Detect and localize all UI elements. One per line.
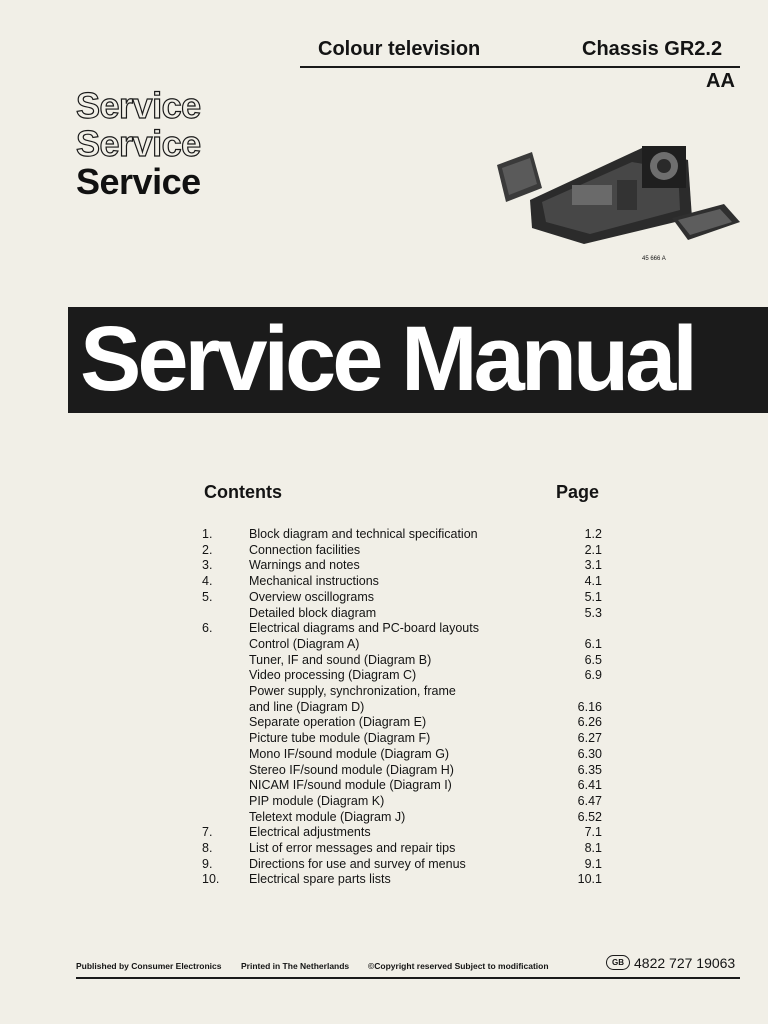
item-page: 6.16 bbox=[577, 699, 602, 714]
item-page: 7.1 bbox=[584, 825, 602, 840]
banner-title: Service Manual bbox=[80, 308, 694, 410]
item-title: and line (Diagram D) bbox=[249, 699, 365, 714]
item-title: Mechanical instructions bbox=[249, 574, 379, 589]
item-title: Overview oscillograms bbox=[249, 589, 375, 604]
list-item bbox=[0, 825, 768, 841]
item-number: 6. bbox=[202, 621, 213, 636]
item-title: Connection facilities bbox=[249, 542, 361, 557]
item-title: Block diagram and technical specification bbox=[249, 527, 478, 541]
publisher-text: Published by Consumer Electronics bbox=[76, 961, 222, 971]
service-logo-outline-1: Service bbox=[76, 85, 201, 126]
chassis-photo-icon bbox=[492, 140, 748, 270]
item-page: 2.1 bbox=[584, 542, 602, 557]
list-item bbox=[0, 543, 768, 559]
item-title: Electrical spare parts lists bbox=[249, 872, 391, 887]
item-page: 6.1 bbox=[584, 636, 602, 651]
list-item bbox=[0, 747, 768, 763]
item-title: Electrical adjustments bbox=[249, 825, 371, 840]
list-item bbox=[0, 731, 768, 747]
list-item bbox=[0, 637, 768, 653]
list-item bbox=[0, 810, 768, 826]
list-item bbox=[0, 763, 768, 779]
item-title: Mono IF/sound module (Diagram G) bbox=[249, 746, 450, 761]
item-page: 6.27 bbox=[577, 731, 602, 746]
item-page: 5.3 bbox=[584, 605, 602, 620]
item-page: 6.52 bbox=[577, 809, 602, 824]
gb-country-icon: GB bbox=[606, 955, 630, 970]
item-page: 6.26 bbox=[577, 715, 602, 730]
item-title: NICAM IF/sound module (Diagram I) bbox=[249, 778, 452, 793]
list-item bbox=[0, 778, 768, 794]
item-title: Tuner, IF and sound (Diagram B) bbox=[249, 652, 432, 667]
item-page: 9.1 bbox=[584, 856, 602, 871]
item-title: PIP module (Diagram K) bbox=[249, 793, 385, 808]
item-title: List of error messages and repair tips bbox=[249, 841, 456, 855]
chassis-variant: AA bbox=[706, 70, 735, 92]
item-page: 6.47 bbox=[577, 793, 602, 808]
list-item bbox=[0, 558, 768, 574]
list-item bbox=[0, 684, 768, 700]
list-item bbox=[0, 841, 768, 857]
item-number: 5. bbox=[202, 589, 213, 604]
item-title: Picture tube module (Diagram F) bbox=[249, 731, 431, 746]
item-title: Stereo IF/sound module (Diagram H) bbox=[249, 762, 454, 777]
product-title: Colour television bbox=[318, 38, 481, 60]
list-item bbox=[0, 590, 768, 606]
printed-text: Printed in The Netherlands bbox=[241, 961, 350, 971]
page-heading: Page bbox=[556, 482, 600, 502]
list-item bbox=[0, 872, 768, 888]
item-number: 2. bbox=[202, 542, 213, 557]
item-number: 4. bbox=[202, 574, 213, 589]
item-title: Electrical diagrams and PC-board layouts bbox=[249, 621, 479, 636]
document-code: 4822 727 19063 bbox=[634, 955, 736, 971]
list-item bbox=[0, 606, 768, 622]
item-number: 3. bbox=[202, 558, 213, 573]
item-number: 1. bbox=[202, 527, 213, 541]
photo-label: 45 666 A bbox=[642, 256, 666, 262]
list-item bbox=[0, 794, 768, 810]
item-page: 5.1 bbox=[584, 589, 602, 604]
header-rule bbox=[300, 66, 740, 68]
item-title: Control (Diagram A) bbox=[249, 636, 360, 651]
item-page: 10.1 bbox=[577, 872, 602, 887]
service-logo-outline-2: Service bbox=[76, 123, 201, 164]
list-item bbox=[0, 700, 768, 716]
copyright-text: ©Copyright reserved Subject to modification bbox=[368, 961, 549, 971]
item-page: 6.5 bbox=[584, 652, 602, 667]
contents-heading: Contents bbox=[204, 482, 282, 502]
list-item bbox=[0, 857, 768, 873]
item-number: 8. bbox=[202, 841, 213, 855]
item-title: Directions for use and survey of menus bbox=[249, 856, 466, 871]
list-item bbox=[0, 653, 768, 669]
item-title: Separate operation (Diagram E) bbox=[249, 715, 427, 730]
item-title: Video processing (Diagram C) bbox=[249, 668, 417, 683]
item-page: 6.30 bbox=[577, 746, 602, 761]
list-item bbox=[0, 621, 768, 637]
item-page: 6.35 bbox=[577, 762, 602, 777]
service-manual-banner bbox=[68, 307, 768, 413]
footer-rule bbox=[76, 977, 740, 979]
item-number: 9. bbox=[202, 856, 213, 871]
item-page: 6.41 bbox=[577, 778, 602, 793]
item-page: 6.9 bbox=[584, 668, 602, 683]
chassis-label: Chassis GR2.2 bbox=[582, 38, 723, 60]
service-logo-solid: Service bbox=[76, 161, 201, 202]
item-title: Detailed block diagram bbox=[249, 605, 377, 620]
item-page: 8.1 bbox=[584, 841, 602, 855]
list-item bbox=[0, 574, 768, 590]
item-page: 1.2 bbox=[584, 527, 602, 541]
item-number: 10. bbox=[202, 872, 220, 887]
item-title: Teletext module (Diagram J) bbox=[249, 809, 406, 824]
item-title: Warnings and notes bbox=[249, 558, 360, 573]
list-item bbox=[0, 527, 768, 543]
list-item bbox=[0, 715, 768, 731]
item-page: 4.1 bbox=[584, 574, 602, 589]
item-number: 7. bbox=[202, 825, 213, 840]
list-item bbox=[0, 668, 768, 684]
item-page: 3.1 bbox=[584, 558, 602, 573]
item-title: Power supply, synchronization, frame bbox=[249, 684, 456, 698]
